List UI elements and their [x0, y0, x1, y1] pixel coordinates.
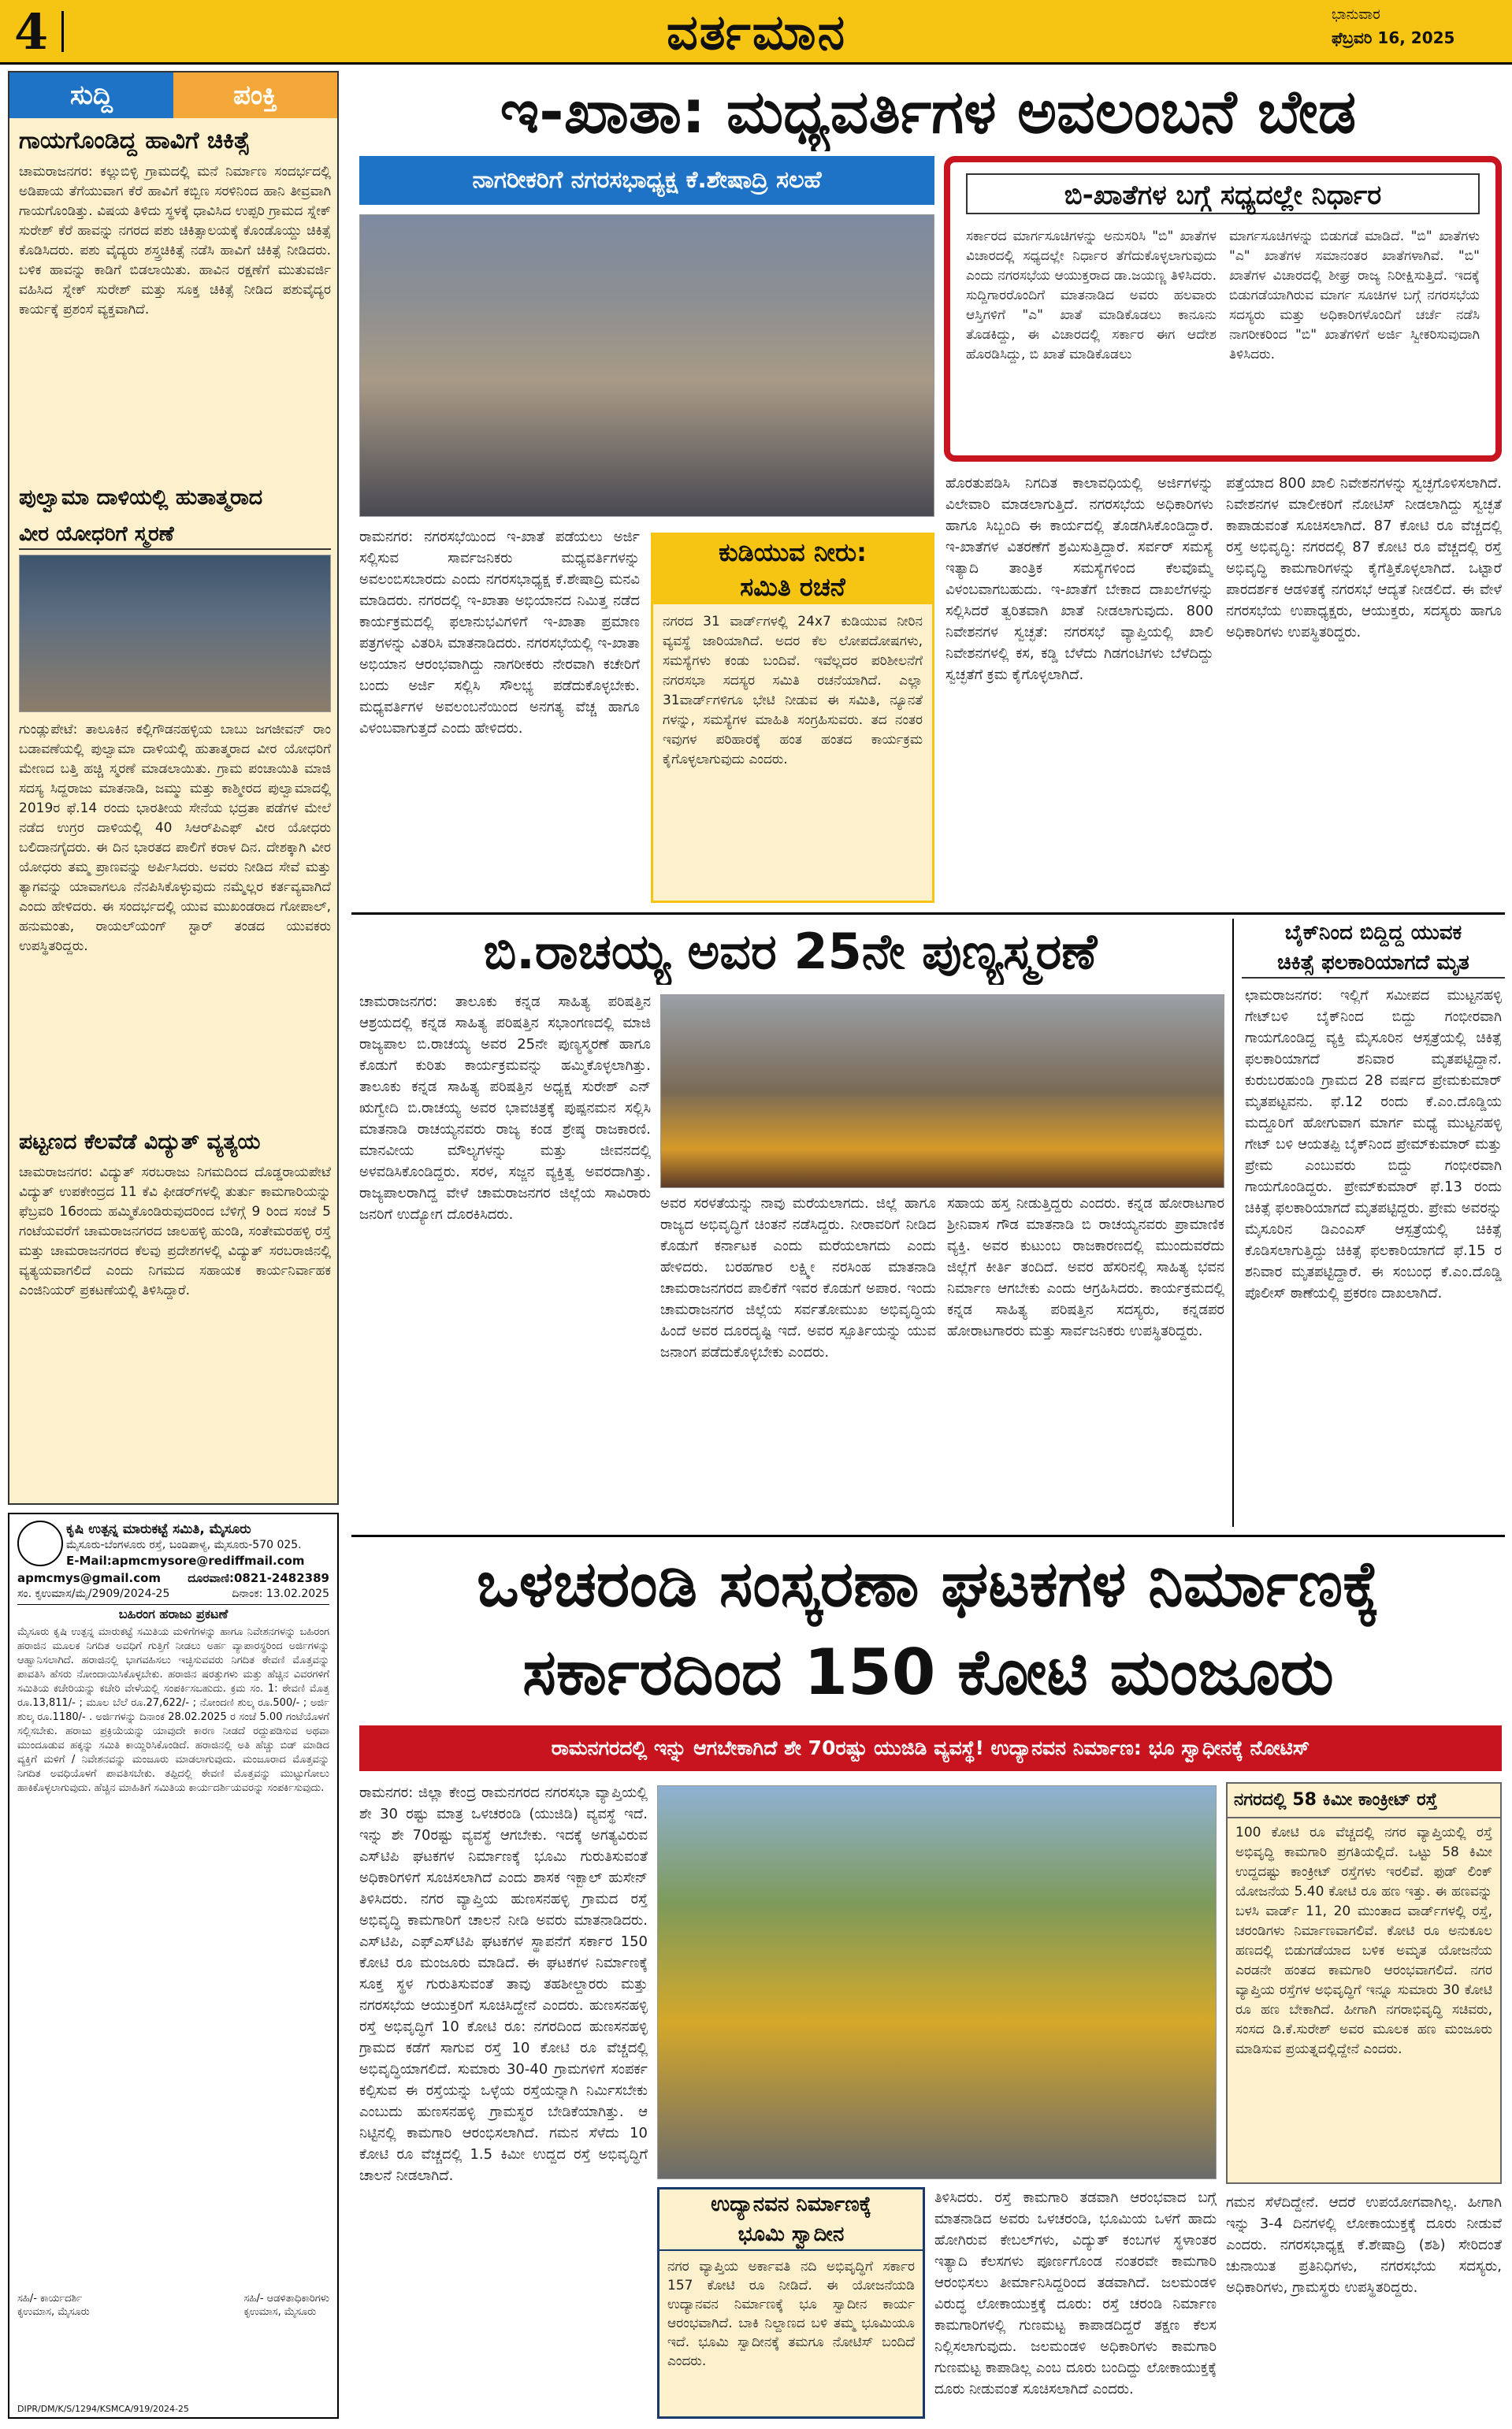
sidebar-story1-title: ಗಾಯಗೊಂಡಿದ್ದ ಹಾವಿಗೆ ಚಿಕಿತ್ಸೆ [19, 127, 251, 154]
water-box-body: ನಗರದ 31 ವಾರ್ಡ್‌ಗಳಲ್ಲಿ 24x7 ಕುಡಿಯುವ ನೀರಿನ ವ್ಯವಸ್ಥೆ ಜಾರಿಯಾಗಿದೆ. ಅದರ ಕೆಲ ಲೋಪದೋಷಗಳು, ಸಮಸ್ಯೆಗಳು ಕಂಡು ಬಂದಿವೆ. ಇವೆಲ್ಲದರ ಪರಿಶೀಲನೆಗೆ ನಗರಸಭಾ ಸದಸ್ಯರ ಸಮಿತಿ ರಚನೆಯಾಗಿದೆ. ಎಲ್ಲಾ 31ವಾರ್ಡ್‌ಗಳಿಗೂ ಭೇಟಿ ನೀಡುವ ಈ ಸಮಿತಿ, ನ್ಯೂನತೆ ಗಳನ್ನು, ಸಮಸ್ಯೆಗಳ ಮಾಹಿತಿ ಸಂಗ್ರಹಿಸುವರು. ತದ ನಂತರ ಇವುಗಳ ಪರಿಹಾರಕ್ಕೆ ಹಂತ ಹಂತದ ಕಾರ್ಯಕ್ರಮ ಕೈಗೊಳ್ಳಲಾಗುವುದು ಎಂದರು. [663, 614, 923, 767]
rachaiah-col-b: ಅವರ ಸರಳತೆಯನ್ನು ನಾವು ಮರೆಯಲಾಗದು. ಜಿಲ್ಲೆ ಹಾಗೂ ರಾಜ್ಯದ ಅಭಿವೃದ್ಧಿಗೆ ಚಿಂತನೆ ನಡೆಸಿದ್ದರು. ನೀರಾವರಿಗೆ ನೀಡಿದ ಕೊಡುಗೆ ಕರ್ನಾಟಕ ಎಂದು ಮರೆಯಲಾಗದು ಎಂದು ಹೇಳಿದರು. ಬರಹಗಾರ ಲಕ್ಷ್ಮೀ ನರಸಿಂಹ ಮಾತನಾಡಿ ಚಾಮರಾಜನಗರದ ಪಾಲಿಕೆಗೆ ಇವರ ಕೊಡುಗೆ ಅಪಾರ. ಇಂದು ಚಾಮರಾಜನಗರ ಜಿಲ್ಲೆಯ ಸರ್ವತೋಮುಖ ಅಭಿವೃದ್ಧಿಯ ಹಿಂದೆ ಅವರ ದೂರದೃಷ್ಟಿ ಇದೆ. ಅವರ ಸ್ಪೂರ್ತಿಯನ್ನು ಯುವ ಜನಾಂಗ ಪಡೆದುಕೊಳ್ಳಬೇಕು ಎಂದರು. [660, 1195, 936, 1361]
masthead-divider [61, 11, 64, 52]
rachaiah-headline: ಬಿ.ರಾಚಯ್ಯ ಅವರ 25ನೇ ಪುಣ್ಯಸ್ಮರಣೆ [483, 923, 1098, 980]
sidebar-story3-body: ಚಾಮರಾಜನಗರ: ವಿದ್ಯುತ್ ಸರಬರಾಜು ನಿಗಮದಿಂದ ದೊಡ್ಡರಾಯಪೇಟೆ ವಿದ್ಯುತ್ ಉಪಕೇಂದ್ರದ 11 ಕೆವಿ ಫೀಡರ್‌ಗಳಲ್ಲಿ ತುರ್ತು ಕಾಮಗಾರಿಯನ್ನು ಫೆಬ್ರವರಿ 16ರಂದು ಹಮ್ಮಿಕೊಂಡಿರುವುದರಿಂದ ಬೆಳಿಗ್ಗೆ 9 ರಿಂದ ಸಂಜೆ 5 ಗಂಟೆಯವರೆಗೆ ಚಾಮರಾಜನಗರದ ಜಾಲಹಳ್ಳಿ ಹುಂಡಿ, ಸಂತೇಮರಹಳ್ಳಿ ರಸ್ತೆ ಮತ್ತು ಚಾಮರಾಜನಗರದ ಕೆಲವು ಪ್ರದೇಶಗಳಲ್ಲಿ ವಿದ್ಯುತ್ ಸರಬರಾಜಿನಲ್ಲಿ ವ್ಯತ್ಯಯವಾಗಲಿದೆ ಎಂದು ನಿಗಮದ ಸಹಾಯಕ ಕಾರ್ಯನಿರ್ವಾಹಕ ಎಂಜಿನಿಯರ್ ಪ್ರಕಟಣೆಯಲ್ಲಿ ತಿಳಿಸಿದ್ದಾರೆ. [19, 1164, 331, 1298]
apmc-date: ದಿನಾಂಕ: 13.02.2025 [232, 1588, 329, 1600]
apmc-notice [8, 1513, 339, 2419]
top-story-col-b: ಹೊರತುಪಡಿಸಿ ನಿಗದಿತ ಕಾಲಾವಧಿಯಲ್ಲಿ ಅರ್ಜಿಗಳನ್ನು ವಿಲೇವಾರಿ ಮಾಡಲಾಗುತ್ತಿದೆ. ನಗರಸಭೆಯ ಅಧಿಕಾರಿಗಳು ಹಾಗೂ ಸಿಬ್ಬಂದಿ ಈ ಕಾರ್ಯದಲ್ಲಿ ತೊಡಗಿಸಿಕೊಂಡಿದ್ದಾರೆ. ಇ-ಖಾತೆಗಳ ವಿತರಣೆಗೆ ಶ್ರಮಿಸುತ್ತಿದ್ದಾರೆ. ಸರ್ವರ್ ಸಮಸ್ಯೆ ಇತ್ಯಾದಿ ತಾಂತ್ರಿಕ ಸಮಸ್ಯೆಗಳಿಂದ ಕೆಲವೊಮ್ಮೆ ವಿಳಂಬವಾಗಬಹುದು. ಇ-ಖಾತೆಗೆ ಬೇಕಾದ ದಾಖಲೆಗಳನ್ನು ಸಲ್ಲಿಸಿದರೆ ತ್ವರಿತವಾಗಿ ಖಾತೆ ನೀಡಲಾಗುವುದು. 800 ನಿವೇಶನಗಳ ಸ್ವಚ್ಛತೆ: ನಗರಸಭೆ ವ್ಯಾಪ್ತಿಯಲ್ಲಿ ಖಾಲಿ ನಿವೇಶನಗಳಲ್ಲಿ ಕಸ, ಕಡ್ಡಿ ಬೆಳೆದು ಗಿಡಗಂಟಿಗಳು ಬೆಳೆದಿದ್ದು ಸ್ವಚ್ಛತೆಗೆ ಕ್ರಮ ಕೈಗೊಳ್ಳಲಾಗಿದೆ. [945, 475, 1213, 683]
b-khata-box [944, 156, 1502, 462]
bike-headline1: ಬೈಕ್‌ನಿಂದ ಬಿದ್ದಿದ್ದ ಯುವಕ [1284, 921, 1462, 945]
apmc-ref: ಸಂ. ಕೃಉಮಾಸ/ಮೈ/2909/2024-25 [17, 1588, 170, 1600]
masthead-title: ವರ್ತಮಾನ [666, 3, 847, 61]
top-headline: ಇ-ಖಾತಾ: ಮಧ್ಯವರ್ತಿಗಳ ಅವಲಂಬನೆ ಬೇಡ [500, 76, 1357, 147]
park-box-body: ನಗರ ವ್ಯಾಪ್ತಿಯ ಅರ್ಕಾವತಿ ನದಿ ಅಭಿವೃದ್ಧಿಗೆ ಸರ್ಕಾರ 157 ಕೋಟಿ ರೂ ನೀಡಿದೆ. ಈ ಯೋಜನೆಯಡಿ ಉದ್ಯಾನವನ ನಿರ್ಮಾಣಕ್ಕೆ ಭೂ ಸ್ವಾದೀನ ಕಾರ್ಯ ಆರಂಭವಾಗಿದೆ. ಬಾಕಿ ನಿಲ್ದಾಣದ ಬಳಿ ತಮ್ಮ ಭೂಮಿಯೂ ಇದೆ. ಭೂಮಿ ಸ್ವಾದೀನಕ್ಕೆ ತಮಗೂ ನೋಟಿಸ್ ಬಂದಿದೆ ಎಂದರು. [667, 2259, 915, 2369]
sidebar-story3-title: ಪಟ್ಟಣದ ಕೆಲವೆಡೆ ವಿದ್ಯುತ್ ವ್ಯತ್ಯಯ [19, 1130, 261, 1154]
sidebar-story2-title: ಪುಲ್ವಾಮಾ ದಾಳಿಯಲ್ಲಿ ಹುತಾತ್ಮರಾದ [19, 485, 263, 510]
masthead-day: ಭಾನುವಾರ [1332, 6, 1380, 23]
ugd-banner: ರಾಮನಗರದಲ್ಲಿ ಇನ್ನು ಆಗಬೇಕಾಗಿದೆ ಶೇ 70ರಷ್ಟು ಯುಜಿಡಿ ವ್ಯವಸ್ಥೆ! ಉದ್ಯಾನವನ ನಿರ್ಮಾಣ: ಭೂ ಸ್ವಾಧೀನಕ್ಕೆ ನೋಟಿಸ್ [359, 1725, 1502, 1771]
b-khata-col-b: ಮಾರ್ಗಸೂಚಿಗಳನ್ನು ಬಿಡುಗಡೆ ಮಾಡಿದೆ. "ಬಿ" ಖಾತೆಗಳು "ಎ" ಖಾತೆಗಳ ಸಮಾನಂತರ ಖಾತೆಗಳಾಗಿವೆ. "ಬಿ" ಖಾತೆಗಳ ವಿಚಾರದಲ್ಲಿ ಶೀಘ್ರ ರಾಜ್ಯ ನಿರೀಕ್ಷಿಸುತ್ತಿದೆ. ಇದಕ್ಕೆ ಬಿಡುಗಡೆಯಾಗಿರುವ ಮಾರ್ಗ ಸೂಚಿಗಳ ಬಗ್ಗೆ ನಗರಸಭೆಯ ಸದಸ್ಯರು ಮತ್ತು ಅಧಿಕಾರಿಗಳೊಂದಿಗೆ ಚರ್ಚೆ ನಡೆಸಿ ನಾಗರೀಕರಿಂದ "ಬಿ" ಖಾತೆಗಳಿಗೆ ಅರ್ಜಿ ಸ್ವೀಕರಿಸುವುದಾಗಿ ತಿಳಿಸಿದರು. [1229, 228, 1480, 362]
water-box-title2: ಸಮಿತಿ ರಚನೆ [653, 570, 932, 604]
apmc-org: ಕೃಷಿ ಉತ್ಪನ್ನ ಮಾರುಕಟ್ಟೆ ಸಮಿತಿ, ಮೈಸೂರು [66, 1521, 251, 1537]
sidebar-story2-photo [19, 555, 331, 712]
sidebar-story2-body: ಗುಂಡ್ಲುಪೇಟೆ: ತಾಲೂಕಿನ ಕಲ್ಲಿಗೌಡನಹಳ್ಳಿಯ ಬಾಬು ಜಗಜೀವನ್ ರಾಂ ಬಡಾವಣೆಯಲ್ಲಿ ಪುಲ್ವಾಮಾ ದಾಳಿಯಲ್ಲಿ ಹುತಾತ್ಮರಾದ ವೀರ ಯೋಧರಿಗೆ ಮೇಣದ ಬತ್ತಿ ಹಚ್ಚಿ ಸ್ಮರಣೆ ಮಾಡಲಾಯಿತು. ಗ್ರಾಮ ಪಂಚಾಯಿತಿ ಮಾಜಿ ಸದಸ್ಯ ಸಿದ್ದರಾಜು ಮಾತನಾಡಿ, ಜಮ್ಮು ಮತ್ತು ಕಾಶ್ಮೀರದ ಪುಲ್ವಾಮಾದಲ್ಲಿ 2019ರ ಫೆ.14 ರಂದು ಭಾರತೀಯ ಸೇನೆಯ ಭದ್ರತಾ ಪಡೆಗಳ ಮೇಲೆ ನಡೆದ ಉಗ್ರರ ದಾಳಿಯಲ್ಲಿ 40 ಸಿಆರ್‌ಪಿಎಫ್ ವೀರ ಯೋಧರು ಬಲಿದಾನಗೈದರು. ಈ ದಿನ ಭಾರತದ ಪಾಲಿಗೆ ಕರಾಳ ದಿನ. ದೇಶಕ್ಕಾಗಿ ವೀರ ಯೋಧರು ತಮ್ಮ ಪ್ರಾಣವನ್ನು ಅರ್ಪಿಸಿದರು. ಅವರು ನೀಡಿದ ಸೇವೆ ಮತ್ತು ತ್ಯಾಗವನ್ನು ಯಾವಾಗಲೂ ನೆನಪಿಸಿಕೊಳ್ಳುವುದು ನಮ್ಮೆಲ್ಲರ ಕರ್ತವ್ಯವಾಗಿದೆ ಎಂದು ಹೇಳಿದರು. ಈ ಸಂದರ್ಭದಲ್ಲಿ ಯುವ ಮುಖಂಡರಾದ ಗೋಪಾಲ್, ಹನುಮಂತು, ರಾಯಲ್‌ಯಂಗ್ ಸ್ಟಾರ್ ತಂಡದ ಯುವಕರು ಉಪಸ್ಥಿತರಿದ್ದರು. [19, 722, 331, 954]
masthead [0, 0, 1512, 65]
masthead-date: ಫೆಬ್ರವರಿ 16, 2025 [1332, 28, 1455, 47]
b-khata-title: ಬಿ-ಖಾತೆಗಳ ಬಗ್ಗೆ ಸಧ್ಯದಲ್ಲೇ ನಿರ್ಧಾರ [966, 173, 1480, 214]
apmc-email2: apmcmys@gmail.com [17, 1571, 162, 1585]
ugd-col-a: ರಾಮನಗರ: ಜಿಲ್ಲಾ ಕೇಂದ್ರ ರಾಮನಗರದ ನಗರಸಭಾ ವ್ಯಾಪ್ತಿಯಲ್ಲಿ ಶೇ 30 ರಷ್ಟು ಮಾತ್ರ ಒಳಚರಂಡಿ (ಯುಜಿಡಿ) ವ್ಯವಸ್ಥೆ ಇದೆ. ಇನ್ನು ಶೇ 70ರಷ್ಟು ವ್ಯವಸ್ಥೆ ಆಗಬೇಕು. ಇದಕ್ಕೆ ಅಗತ್ಯವಿರುವ ಎಸ್‌ಟಿಪಿ ಘಟಕಗಳ ನಿರ್ಮಾಣಕ್ಕೆ ಭೂಮಿ ಗುರುತಿಸುವಂತೆ ಅಧಿಕಾರಿಗಳಿಗೆ ಸೂಚಿಸಲಾಗಿದೆ ಎಂದು ಶಾಸಕ ಇಕ್ಬಾಲ್ ಹುಸೇನ್ ತಿಳಿಸಿದರು. ನಗರ ವ್ಯಾಪ್ತಿಯ ಹುಣಸನಹಳ್ಳಿ ಗ್ರಾಮದ ರಸ್ತೆ ಅಭಿವೃದ್ಧಿ ಕಾಮಗಾರಿಗೆ ಚಾಲನೆ ನೀಡಿ ಅವರು ಮಾತನಾಡಿದರು. ಎಸ್‌ಟಿಪಿ, ಎಫ್‌ಎಸ್‌ಟಿಪಿ ಘಟಕಗಳ ಸ್ಥಾಪನೆಗೆ ಸರ್ಕಾರ 150 ಕೋಟಿ ರೂ ಮಂಜೂರು ಮಾಡಿದೆ. ಈ ಘಟಕಗಳ ನಿರ್ಮಾಣಕ್ಕೆ ಸೂಕ್ತ ಸ್ಥಳ ಗುರುತಿಸುವಂತೆ ತಾವು ತಹಶೀಲ್ದಾರರು ಮತ್ತು ನಗರಸಭೆಯ ಆಯುಕ್ತರಿಗೆ ಸೂಚಿಸಿದ್ದೇನೆ ಎಂದರು. ಹುಣಸನಹಳ್ಳಿ ರಸ್ತೆ ಅಭಿವೃದ್ಧಿಗೆ 10 ಕೋಟಿ ರೂ: ನಗರದಿಂದ ಹುಣಸನಹಳ್ಳಿ ಗ್ರಾಮದ ಕಡೆಗೆ ಸಾಗುವ ರಸ್ತೆ 10 ಕೋಟಿ ರೂ ವೆಚ್ಚದಲ್ಲಿ ಅಭಿವೃದ್ಧಿಯಾಗಲಿದೆ. ಸುಮಾರು 30-40 ಗ್ರಾಮಗಳಿಗೆ ಸಂಪರ್ಕ ಕಲ್ಪಿಸುವ ಈ ರಸ್ತೆಯನ್ನು ಒಳ್ಳೆಯ ರಸ್ತೆಯನ್ನಾಗಿ ನಿರ್ಮಿಸಬೇಕು ಎಂಬುದು ಹುಣಸನಹಳ್ಳಿ ಗ್ರಾಮಸ್ಥರ ಬೇಡಿಕೆಯಾಗಿತ್ತು. ಆ ನಿಟ್ಟಿನಲ್ಲಿ ಕಾಮಗಾರಿ ಆರಂಭಿಸಲಾಗಿದೆ. ಗಮನ ಸೆಳೆದು 10 ಕೋಟಿ ರೂ ವೆಚ್ಚದಲ್ಲಿ 1.5 ಕಿಮೀ ಉದ್ದದ ರಸ್ತೆ ಅಭಿವೃದ್ಧಿಗೆ ಚಾಲನೆ ನೀಡಲಾಗಿದೆ. [359, 1785, 648, 2184]
top-story-col-c: ಪತ್ತೆಯಾದ 800 ಖಾಲಿ ನಿವೇಶನಗಳನ್ನು ಸ್ವಚ್ಛಗೊಳಿಸಲಾಗಿದೆ. ನಿವೇಶನಗಳ ಮಾಲೀಕರಿಗೆ ನೋಟಿಸ್ ನೀಡಲಾಗಿದ್ದು ಸ್ವಚ್ಛತೆ ಕಾಪಾಡುವಂತೆ ಸೂಚಿಸಲಾಗಿದೆ. 87 ಕೋಟಿ ರೂ ವೆಚ್ಚದಲ್ಲಿ ರಸ್ತೆ ಅಭಿವೃದ್ಧಿ: ನಗರದಲ್ಲಿ 87 ಕೋಟಿ ರೂ ವೆಚ್ಚದಲ್ಲಿ ರಸ್ತೆ ಅಭಿವೃದ್ಧಿ ಕಾಮಗಾರಿಗಳನ್ನು ಕೈಗೆತ್ತಿಕೊಳ್ಳಲಾಗಿದೆ. ಒಟ್ಟಾರೆ ಪಾರದರ್ಶಕ ಆಡಳಿತಕ್ಕೆ ನಗರಸಭೆ ಆದ್ಯತೆ ನೀಡಲಿದೆ. ಈ ವೇಳೆ ನಗರಸಭೆಯ ಉಪಾಧ್ಯಕ್ಷರು, ಆಯುಕ್ತರು, ಸದಸ್ಯರು ಹಾಗೂ ಅಧಿಕಾರಿಗಳು ಉಪಸ್ಥಿತರಿದ್ದರು. [1226, 475, 1502, 641]
rachaiah-col-c: ಸಹಾಯ ಹಸ್ತ ನೀಡುತ್ತಿದ್ದರು ಎಂದರು. ಕನ್ನಡ ಹೋರಾಟಗಾರ ಶ್ರೀನಿವಾಸ ಗೌಡ ಮಾತನಾಡಿ ಬಿ ರಾಚಯ್ಯನವರು ಪ್ರಾಮಾಣಿಕ ವ್ಯಕ್ತಿ. ಅವರ ಕುಟುಂಬ ರಾಜಕಾರಣದಲ್ಲಿ ಮುಂದುವರೆದು ಜಿಲ್ಲೆಗೆ ಕೀರ್ತಿ ತಂದಿದೆ. ಅವರ ಹೆಸರಿನಲ್ಲಿ ಸಾಹಿತ್ಯ ಭವನ ನಿರ್ಮಾಣ ಆಗಬೇಕು ಎಂದು ಆಗ್ರಹಿಸಿದರು. ಕಾರ್ಯಕ್ರಮದಲ್ಲಿ ಕನ್ನಡ ಸಾಹಿತ್ಯ ಪರಿಷತ್ತಿನ ಸದಸ್ಯರು, ಕನ್ನಡಪರ ಹೋರಾಟಗಾರರು ಮತ್ತು ಸಾರ್ವಜನಿಕರು ಉಪಸ್ಥಿತರಿದ್ದರು. [947, 1195, 1224, 1339]
ugd-col-b: ತಿಳಿಸಿದರು. ರಸ್ತೆ ಕಾಮಗಾರಿ ತಡವಾಗಿ ಆರಂಭವಾದ ಬಗ್ಗೆ ಮಾತನಾಡಿದ ಅವರು ಒಳಚರಂಡಿ, ಭೂಮಿಯ ಒಳಗೆ ಹಾದು ಹೋಗಿರುವ ಕೇಬಲ್‌ಗಳು, ವಿದ್ಯುತ್ ಕಂಬಗಳ ಸ್ಥಳಾಂತರ ಇತ್ಯಾದಿ ಕೆಲಸಗಳು ಪೂರ್ಣಗೊಂಡ ನಂತರವೇ ಕಾಮಗಾರಿ ಆರಂಭಿಸಲು ತೀರ್ಮಾನಿಸಿದ್ದರಿಂದ ತಡವಾಗಿದೆ. ಜಲಮಂಡಳಿ ವಿರುದ್ಧ ಲೋಕಾಯುಕ್ತಕ್ಕೆ ದೂರು: ರಸ್ತೆ ಚರಂಡಿ ನಿರ್ಮಾಣ ಕಾಮಗಾರಿಗಳಲ್ಲಿ ಗುಣಮಟ್ಟ ಕಾಪಾಡದಿದ್ದರೆ ತಕ್ಷಣ ಕೆಲಸ ನಿಲ್ಲಿಸಲಾಗುವುದು. ಜಲಮಂಡಳಿ ಅಧಿಕಾರಿಗಳು ಕಾಮಗಾರಿ ಗುಣಮಟ್ಟ ಕಾಪಾಡಿಲ್ಲ ಎಂಬ ದೂರು ಬಂದಿದ್ದು ಲೋಕಾಯುಕ್ತಕ್ಕೆ ದೂರು ನೀಡುವಂತೆ ಸೂಚಿಸಲಾಗಿದೆ ಎಂದರು. [934, 2189, 1217, 2397]
sidebar [8, 71, 339, 1505]
water-box-title1: ಕುಡಿಯುವ ನೀರು: [653, 535, 932, 570]
ugd-photo [657, 1785, 1217, 2179]
rachaiah-photo [660, 994, 1224, 1188]
sidebar-header-a: ಸುದ್ದಿ [70, 80, 113, 111]
ugd-headline2: ಸರ್ಕಾರದಿಂದ 150 ಕೋಟಿ ಮಂಜೂರು [522, 1636, 1334, 1709]
bike-headline2: ಚಿಕಿತ್ಸೆ ಫಲಕಾರಿಯಾಗದೆ ಮೃತ [1242, 949, 1505, 979]
park-box-title2: ಭೂಮಿ ಸ್ವಾದೀನ [659, 2219, 923, 2251]
sidebar-header [9, 72, 337, 118]
park-box-title1: ಉದ್ಯಾನವನ ನಿರ್ಮಾಣಕ್ಕೆ [711, 2193, 871, 2216]
sidebar-story2-subtitle: ವೀರ ಯೋಧರಿಗೆ ಸ್ಮರಣೆ [19, 520, 331, 550]
apmc-body: ಮೈಸೂರು ಕೃಷಿ ಉತ್ಪನ್ನ ಮಾರುಕಟ್ಟೆ ಸಮಿತಿಯ ಮಳಿಗೆಗಳನ್ನು ಹಾಗೂ ನಿವೇಶನಗಳನ್ನು ಬಹಿರಂಗ ಹರಾಜಿನ ಮೂಲಕ ನಿಗದಿತ ಅವಧಿಗೆ ಗುತ್ತಿಗೆ ನೀಡಲು ಅರ್ಹ ವ್ಯಾಪಾರಸ್ಥರಿಂದ ಅರ್ಜಿಗಳನ್ನು ಆಹ್ವಾನಿಸಲಾಗಿದೆ. ಹರಾಜಿನಲ್ಲಿ ಭಾಗವಹಿಸಲು ಇಚ್ಛಿಸುವವರು ನಿಗದಿತ ಠೇವಣಿ ಮೊತ್ತವನ್ನು ಪಾವತಿಸಿ ಹೆಸರು ನೋಂದಾಯಿಸಿಕೊಳ್ಳಬೇಕು. ಹರಾಜಿನ ಷರತ್ತುಗಳು ಮತ್ತು ಹೆಚ್ಚಿನ ವಿವರಗಳಿಗೆ ಸಮಿತಿಯ ಕಚೇರಿಯನ್ನು ಕಚೇರಿ ವೇಳೆಯಲ್ಲಿ ಸಂಪರ್ಕಿಸಬಹುದು. ಕ್ರಮ ಸಂ. 1: ಠೇವಣಿ ಮೊತ್ತ ರೂ.13,811/- ; ಮೂಲ ಬೆಲೆ ರೂ.27,622/- ; ನೋಂದಣಿ ಶುಲ್ಕ ರೂ.500/- ; ಅರ್ಜಿ ಶುಲ್ಕ ರೂ.1180/- . ಅರ್ಜಿಗಳನ್ನು ದಿನಾಂಕ 28.02.2025 ರ ಸಂಜೆ 5.00 ಗಂಟೆಯೊಳಗೆ ಸಲ್ಲಿಸಬೇಕು. ಹರಾಜು ಪ್ರಕ್ರಿಯೆಯನ್ನು ಯಾವುದೇ ಕಾರಣ ನೀಡದೆ ರದ್ದುಪಡಿಸುವ ಅಥವಾ ಮುಂದೂಡುವ ಹಕ್ಕನ್ನು ಸಮಿತಿ ಕಾಯ್ದಿರಿಸಿಕೊಂಡಿದೆ. ಹರಾಜಿನಲ್ಲಿ ಅತಿ ಹೆಚ್ಚು ಬಿಡ್ ಮಾಡಿದ ವ್ಯಕ್ತಿಗೆ ಮಳಿಗೆ / ನಿವೇಶನವನ್ನು ಮಂಜೂರು ಮಾಡಲಾಗುವುದು. ಮಂಜೂರಾದ ಮೊತ್ತವನ್ನು ನಿಗದಿತ ಅವಧಿಯೊಳಗೆ ಪಾವತಿಸಬೇಕು. ತಪ್ಪಿದಲ್ಲಿ ಠೇವಣಿ ಮೊತ್ತವನ್ನು ಮುಟ್ಟುಗೋಲು ಹಾಕಿಕೊಳ್ಳಲಾಗುವುದು. ಹೆಚ್ಚಿನ ಮಾಹಿತಿಗೆ ಸಮಿತಿಯ ಕಾರ್ಯದರ್ಶಿಯವರನ್ನು ಸಂಪರ್ಕಿಸುವುದು. [17, 1626, 329, 1794]
apmc-sign-left: ಸಹಿ/- ಕಾರ್ಯದರ್ಶಿ ಕೃಉಮಾಸ, ಮೈಸೂರು [17, 2293, 90, 2318]
top-story-col-a: ರಾಮನಗರ: ನಗರಸಭೆಯಿಂದ ಇ-ಖಾತೆ ಪಡೆಯಲು ಅರ್ಜಿ ಸಲ್ಲಿಸುವ ಸಾರ್ವಜನಿಕರು ಮಧ್ಯವರ್ತಿಗಳನ್ನು ಅವಲಂಬಿಸಬಾರದು ಎಂದು ನಗರಸಭಾಧ್ಯಕ್ಷ ಕೆ.ಶೇಷಾದ್ರಿ ಮನವಿ ಮಾಡಿದರು. ನಗರದಲ್ಲಿ ಇ-ಖಾತಾ ಅಭಿಯಾನದ ನಿಮಿತ್ತ ನಡೆದ ಕಾರ್ಯಕ್ರಮದಲ್ಲಿ ಫಲಾನುಭವಿಗಳಿಗೆ ಇ-ಖಾತಾ ಪ್ರಮಾಣ ಪತ್ರಗಳನ್ನು ವಿತರಿಸಿ ಮಾತನಾಡಿದರು. ನಗರಸಭೆಯಲ್ಲಿ ಇ-ಖಾತಾ ಅಭಿಯಾನ ಆರಂಭವಾಗಿದ್ದು ನಾಗರೀಕರು ನೇರವಾಗಿ ಕಚೇರಿಗೆ ಬಂದು ಅರ್ಜಿ ಸಲ್ಲಿಸಿ ಸೌಲಭ್ಯ ಪಡೆದುಕೊಳ್ಳಬೇಕು. ಮಧ್ಯವರ್ತಿಗಳ ಅವಲಂಬನೆಯಿಂದ ಅನಗತ್ಯ ವೆಚ್ಚ ಹಾಗೂ ವಿಳಂಬವಾಗುತ್ತದೆ ಎಂದು ಹೇಳಿದರು. [359, 529, 640, 737]
road-box-title: ನಗರದಲ್ಲಿ 58 ಕಿಮೀ ಕಾಂಕ್ರೀಟ್ ರಸ್ತೆ [1228, 1784, 1500, 1818]
rachaiah-col-a: ಚಾಮರಾಜನಗರ: ತಾಲೂಕು ಕನ್ನಡ ಸಾಹಿತ್ಯ ಪರಿಷತ್ತಿನ ಆಶ್ರಯದಲ್ಲಿ ಕನ್ನಡ ಸಾಹಿತ್ಯ ಪರಿಷತ್ತಿನ ಸಭಾಂಗಣದಲ್ಲಿ ಮಾಜಿ ರಾಜ್ಯಪಾಲ ಬಿ.ರಾಚಯ್ಯ ಅವರ 25ನೇ ಪುಣ್ಯಸ್ಮರಣೆ ಹಾಗೂ ಕೊಡುಗೆ ಕುರಿತು ಕಾರ್ಯಕ್ರಮವನ್ನು ಹಮ್ಮಿಕೊಳ್ಳಲಾಗಿತ್ತು. ತಾಲೂಕು ಕನ್ನಡ ಸಾಹಿತ್ಯ ಪರಿಷತ್ತಿನ ಅಧ್ಯಕ್ಷ ಸುರೇಶ್ ಎನ್ ಋಗ್ವೇದಿ ಬಿ.ರಾಚಯ್ಯ ಅವರ ಭಾವಚಿತ್ರಕ್ಕೆ ಪುಷ್ಪನಮನ ಸಲ್ಲಿಸಿ ಮಾತನಾಡಿ ರಾಚಯ್ಯನವರು ರಾಜ್ಯ ಕಂಡ ಶ್ರೇಷ್ಠ ರಾಜಕಾರಣಿ. ಮಾನವೀಯ ಮೌಲ್ಯಗಳನ್ನು ಮತ್ತು ಜೀವನದಲ್ಲಿ ಅಳವಡಿಸಿಕೊಂಡಿದ್ದರು. ಸರಳ, ಸಜ್ಜನ ವ್ಯಕ್ತಿತ್ವ ಅವರದಾಗಿತ್ತು. ರಾಜ್ಯಪಾಲರಾಗಿದ್ದ ವೇಳೆ ಚಾಮರಾಜನಗರ ಜಿಲ್ಲೆಯ ಸಾವಿರಾರು ಜನರಿಗೆ ಉದ್ಯೋಗ ದೊರಕಿಸಿದರು. [359, 994, 651, 1223]
apmc-logo-icon [17, 1521, 63, 1566]
bike-body: ಛಾಮರಾಜನಗರ: ಇಲ್ಲಿಗೆ ಸಮೀಪದ ಮುಟ್ಟನಹಳ್ಳಿ ಗೇಟ್‌ಬಳಿ ಬೈಕ್‌ನಿಂದ ಬಿದ್ದು ಗಂಭೀರವಾಗಿ ಗಾಯಗೊಂಡಿದ್ದ ವ್ಯಕ್ತಿ ಮೈಸೂರಿನ ಆಸ್ಪತ್ರೆಯಲ್ಲಿ ಚಿಕಿತ್ಸೆ ಫಲಕಾರಿಯಾಗದೆ ಶನಿವಾರ ಮೃತಪಟ್ಟಿದ್ದಾನೆ. ಕುರುಬರಹುಂಡಿ ಗ್ರಾಮದ 28 ವರ್ಷದ ಪ್ರೇಮಕುಮಾರ್ ಮೃತಪಟ್ಟವನು. ಫೆ.12 ರಂದು ಕೆ.ಎಂ.ದೊಡ್ಡಿಯ ಮದ್ದೂರಿಗೆ ಹೋಗುವಾಗ ಮಾರ್ಗ ಮಧ್ಯೆ ಮುಟ್ಟನಹಳ್ಳಿ ಗೇಟ್ ಬಳಿ ಆಯತಪ್ಪಿ ಬೈಕ್‌ನಿಂದ ಪ್ರೇಮ್‌ಕುಮಾರ್ ಮತ್ತು ಪ್ರೇಮ ಎಂಬುವರು ಬಿದ್ದು ಗಂಭೀರವಾಗಿ ಗಾಯಗೊಂಡಿದ್ದರು. ಪ್ರೇಮ್‌ಕುಮಾರ್ ಫೆ.13 ರಂದು ಚಿಕಿತ್ಸೆ ಫಲಕಾರಿಯಾಗದೆ ಮೃತಪಟ್ಟಿದ್ದರು. ಪ್ರೇಮ ಅವರನ್ನು ಮೈಸೂರಿನ ಡಿಎಂಎಸ್ ಆಸ್ಪತ್ರೆಯಲ್ಲಿ ಚಿಕಿತ್ಸೆ ಕೊಡಿಸಲಾಗುತ್ತಿದ್ದು ಚಿಕಿತ್ಸೆ ಫಲಕಾರಿಯಾಗದೆ ಫೆ.15 ರ ಶನಿವಾರ ಮೃತಪಟ್ಟಿದ್ದಾರೆ. ಈ ಸಂಬಂಧ ಕೆ.ಎಂ.ದೊಡ್ಡಿ ಪೊಲೀಸ್ ಠಾಣೆಯಲ್ಲಿ ಪ್ರಕರಣ ದಾಖಲಾಗಿದೆ. [1245, 987, 1502, 1302]
sidebar-story1-body: ಚಾಮರಾಜನಗರ: ಕಲ್ಲುಬಿಳ್ಳಿ ಗ್ರಾಮದಲ್ಲಿ ಮನೆ ನಿರ್ಮಾಣ ಸಂದರ್ಭದಲ್ಲಿ ಅಡಿಪಾಯ ತೆಗೆಯುವಾಗ ಕೆರೆ ಹಾವಿಗೆ ಕಬ್ಬಿಣ ಸರಳಿನಿಂದ ಹಾನಿ ತೀವ್ರವಾಗಿ ಗಾಯಗೊಂಡಿತ್ತು. ವಿಷಯ ತಿಳಿದು ಸ್ಥಳಕ್ಕೆ ಧಾವಿಸಿದ ಉಪ್ಪರಿ ಗ್ರಾಮದ ಸ್ನೇಕ್ ಸುರೇಶ್ ಕೆರೆ ಹಾವನ್ನು ನಗರದ ಪಶು ಚಿಕಿತ್ಸಾಲಯಕ್ಕೆ ಕೊಂಡೊಯ್ದು ಚಿಕಿತ್ಸೆ ಕೊಡಿಸಿದರು. ಪಶು ವೈದ್ಯರು ಶಸ್ತ್ರಚಿಕಿತ್ಸೆ ನಡೆಸಿ ಹಾವಿಗೆ ಚಿಕಿತ್ಸೆ ನೀಡಿದರು. ಬಳಿಕ ಹಾವನ್ನು ಕಾಡಿಗೆ ಬಿಡಲಾಯಿತು. ಹಾವಿನ ರಕ್ಷಣೆಗೆ ಮುತುವರ್ಜಿ ವಹಿಸಿದ ಸ್ನೇಕ್ ಸುರೇಶ್ ಮತ್ತು ಸೂಕ್ತ ಚಿಕಿತ್ಸೆ ನೀಡಿದ ಪಶುವೈದ್ಯರ ಕಾರ್ಯಕ್ಕೆ ಪ್ರಶಂಸೆ ವ್ಯಕ್ತವಾಗಿದೆ. [19, 164, 331, 318]
top-story-photo [359, 214, 934, 517]
divider-1 [351, 912, 1505, 915]
b-khata-col-a: ಸರ್ಕಾರದ ಮಾರ್ಗಸೂಚಿಗಳನ್ನು ಅನುಸರಿಸಿ "ಬಿ" ಖಾತೆಗಳ ವಿಚಾರದಲ್ಲಿ ಸಧ್ಯದಲ್ಲೇ ನಿರ್ಧಾರ ತೆಗೆದುಕೊಳ್ಳಲಾಗುವುದು ಎಂದು ನಗರಸಭೆಯ ಆಯುಕ್ತರಾದ ಡಾ.ಜಯಣ್ಣ ತಿಳಿಸಿದರು. ಸುದ್ದಿಗಾರರೊಂದಿಗೆ ಮಾತನಾಡಿದ ಅವರು ಹಲವಾರು ಆಸ್ತಿಗಳಿಗೆ "ಎ" ಖಾತೆ ಮಾಡಿಕೊಡಲು ಕಾನೂನು ತೊಡಕಿದ್ದು, ಈ ವಿಚಾರದಲ್ಲಿ ಸರ್ಕಾರ ಈಗ ಆದೇಶ ಹೊರಡಿಸಿದ್ದು, ಬಿ ಖಾತೆ ಮಾಡಿಕೊಡಲು [966, 228, 1217, 362]
apmc-phone: ದೂರವಾಣಿ:0821-2482389 [188, 1571, 329, 1585]
apmc-code: DIPR/DM/K/S/1294/KSMCA/919/2024-25 [17, 2404, 189, 2414]
road-box-body: 100 ಕೋಟಿ ರೂ ವೆಚ್ಚದಲ್ಲಿ ನಗರ ವ್ಯಾಪ್ತಿಯಲ್ಲಿ ರಸ್ತೆ ಅಭಿವೃದ್ಧಿ ಕಾಮಗಾರಿ ಪ್ರಗತಿಯಲ್ಲಿದೆ. ಒಟ್ಟು 58 ಕಿಮೀ ಉದ್ದದಷ್ಟು ಕಾಂಕ್ರೀಟ್ ರಸ್ತೆಗಳು ಇರಲಿವೆ. ಫುಡ್ ಲಿಂಕ್ ಯೋಜನೆಯ 5.40 ಕೋಟಿ ರೂ ಹಣ ಇತ್ತು. ಈ ಹಣವನ್ನು ಬಳಸಿ ವಾರ್ಡ್ 11, 20 ಮುಂತಾದ ವಾರ್ಡ್‌ಗಳಲ್ಲಿ ರಸ್ತೆ, ಚರಂಡಿಗಳು ನಿರ್ಮಾಣವಾಗಲಿವೆ. ಕೋಟಿ ರೂ ಅನುಕೂಲ ಹಣದಲ್ಲಿ ಬಿಡುಗಡೆಯಾದ ಬಳಿಕ ಅಮೃತ ಯೋಜನೆಯ ಎರಡನೇ ಹಂತದ ಕಾಮಗಾರಿ ಆರಂಭವಾಗಲಿದೆ. ನಗರ ವ್ಯಾಪ್ತಿಯ ರಸ್ತೆಗಳ ಅಭಿವೃದ್ಧಿಗೆ ಇನ್ನೂ ಸುಮಾರು 30 ಕೋಟಿ ರೂ ಹಣ ಬೇಕಾಗಿದೆ. ಹೀಗಾಗಿ ನಗರಾಭಿವೃದ್ಧಿ ಸಚಿವರು, ಸಂಸದ ಡಿ.ಕೆ.ಸುರೇಶ್ ಅವರ ಮೂಲಕ ಹಣ ಮಂಜೂರು ಮಾಡಿಸುವ ಪ್ರಯತ್ನದಲ್ಲಿದ್ದೇನೆ ಎಂದರು. [1235, 1825, 1492, 2057]
apmc-sign-right: ಸಹಿ/- ಆಡಳಿತಾಧಿಕಾರಿಗಳು ಕೃಉಮಾಸ, ಮೈಸೂರು [243, 2293, 329, 2318]
road-box [1226, 1782, 1502, 2184]
water-box [651, 533, 934, 903]
apmc-email1: E-Mail:apmcmysore@rediffmail.com [66, 1554, 305, 1568]
apmc-address: ಮೈಸೂರು-ಬೆಂಗಳೂರು ರಸ್ತೆ, ಬಂಡಿಪಾಳ್ಯ, ಮೈಸೂರು-570 025. [66, 1539, 302, 1551]
apmc-notice-title: ಬಹಿರಂಗ ಹರಾಜು ಪ್ರಕಟಣೆ [118, 1606, 228, 1621]
divider-v1 [1232, 919, 1234, 1527]
ugd-headline1: ಒಳಚರಂಡಿ ಸಂಸ್ಕರಣಾ ಘಟಕಗಳ ನಿರ್ಮಾಣಕ್ಕೆ [477, 1547, 1380, 1621]
park-box [657, 2187, 925, 2419]
divider-2 [351, 1535, 1505, 1537]
top-subhead: ನಾಗರೀಕರಿಗೆ ನಗರಸಭಾಧ್ಯಕ್ಷ ಕೆ.ಶೇಷಾದ್ರಿ ಸಲಹೆ [359, 156, 934, 205]
sidebar-header-b: ಪಂಕ್ತಿ [173, 72, 337, 118]
page-number: 4 [14, 3, 49, 61]
ugd-col-c: ಗಮನ ಸೆಳೆದಿದ್ದೇನೆ. ಆದರೆ ಉಪಯೋಗವಾಗಿಲ್ಲ. ಹೀಗಾಗಿ ಇನ್ನು 3-4 ದಿನಗಳಲ್ಲಿ ಲೋಕಾಯುಕ್ತಕ್ಕೆ ದೂರು ನೀಡುವೆ ಎಂದರು. ನಗರಸಭಾಧ್ಯಕ್ಷ ಕೆ.ಶೇಷಾದ್ರಿ (ಶಶಿ) ಸೇರಿದಂತೆ ಚುನಾಯಿತ ಪ್ರತಿನಿಧಿಗಳು, ನಗರಸಭೆಯ ಸದಸ್ಯರು, ಅಧಿಕಾರಿಗಳು, ಗ್ರಾಮಸ್ಥರು ಉಪಸ್ಥಿತರಿದ್ದರು. [1226, 2194, 1502, 2296]
